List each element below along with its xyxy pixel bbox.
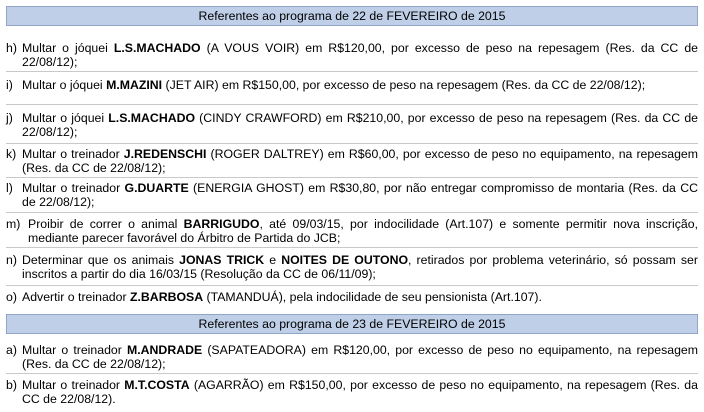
name-bold: J.REDENSCHI [123,147,207,161]
item-letter: j) [6,111,13,125]
divider [6,143,698,144]
divider [6,285,698,286]
item-text: Advertir o treinador Z.BARBOSA (TAMANDUÁ), pela indocilidade de seu pensionista (Art.107). [22,290,542,304]
name-bold: L.S.MACHADO [108,111,196,125]
divider [6,177,698,178]
list-item-i [6,78,698,92]
list-item-a [6,343,698,371]
section-header-22-fevereiro: Referentes ao programa de 22 de FEVEREIRO de 2015 [6,6,698,26]
item-letter: i) [6,78,13,92]
divider [6,71,698,72]
item-text: Multar o jóquei M.MAZINI (JET AIR) em R$150,00, por excesso de peso na repesagem (Res. da CC de 22/08/12); [22,78,646,92]
item-letter: o) [6,290,17,304]
section-header-23-fevereiro: Referentes ao programa de 23 de FEVEREIRO de 2015 [6,314,698,334]
item-letter: k) [6,147,17,161]
list-item-b [6,378,698,406]
name-bold: JONAS TRICK [179,253,265,267]
item-letter: n) [6,253,17,267]
item-text: Multar o treinador J.REDENSCHI (ROGER DALTREY) em R$60,00, por excesso de peso no equipamento, na repesagem (Res. da CC de 22/08/12); [22,147,698,175]
list-item-k [6,147,698,175]
list-item-n [6,253,698,281]
item-text: Multar o treinador G.DUARTE (ENERGIA GHOST) em R$30,80, por não entregar compromisso de montaria (Res. da CC de 22/08/12); [22,181,698,209]
name-bold: M.MAZINI [106,78,163,92]
item-text: Multar o treinador M.T.COSTA (AGARRÃO) em R$150,00, por excesso de peso no equipamento, na repesagem (Res. da CC de 22/08/12). [22,378,698,406]
item-text: Multar o jóquei L.S.MACHADO (CINDY CRAWFORD) em R$210,00, por excesso de peso na repesagem (Res. da CC de 22/08/12); [22,111,698,139]
list-item-l [6,181,698,209]
item-letter: b) [6,378,17,392]
name-bold: M.ANDRADE [127,343,203,357]
divider [6,247,698,248]
list-item-j [6,111,698,139]
item-text: Determinar que os animais JONAS TRICK e NOITES DE OUTONO, retirados por problema veterinário, só possam ser inscritos a partir do dia 16/03/15 (Resolução da CC de 06/11/09); [22,253,698,281]
list-item-m [6,217,698,245]
item-text: Multar o jóquei L.S.MACHADO (A VOUS VOIR) em R$120,00, por excesso de peso na repesagem (Res. da CC de 22/08/12); [22,41,698,69]
item-text: Multar o treinador M.ANDRADE (SAPATEADORA) em R$120,00, por excesso de peso no equipamento, na repesagem (Res. da CC de 22/08/12); [22,343,698,371]
item-letter: m) [6,217,21,231]
divider [6,373,698,374]
name-bold: L.S.MACHADO [113,41,201,55]
item-text: Proibir de correr o animal BARRIGUDO, até 09/03/15, por indocilidade (Art.107) e somente permitir nova inscrição, mediante parecer favorável do Árbitro de Partida do JCB; [28,217,698,245]
name-bold: Z.BARBOSA [130,290,204,304]
name-bold: G.DUARTE [124,181,189,195]
divider [6,212,698,213]
name-bold: BARRIGUDO [183,217,260,231]
item-letter: a) [6,343,17,357]
item-letter: l) [6,181,13,195]
list-item-h [6,41,698,69]
name-bold: NOITES DE OUTONO [281,253,409,267]
item-letter: h) [6,41,17,55]
divider [6,104,698,105]
list-item-o [6,290,698,304]
name-bold: M.T.COSTA [124,378,190,392]
